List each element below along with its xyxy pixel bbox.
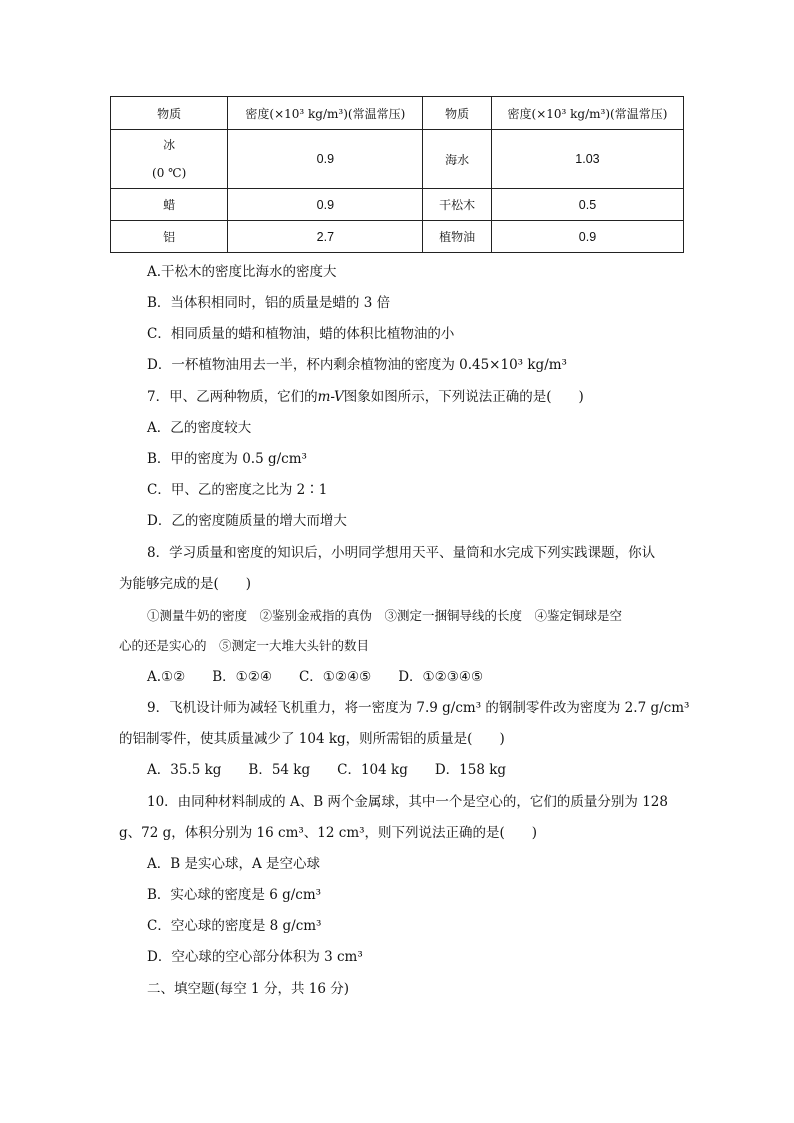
q7-stem-var: m-V [317, 389, 344, 405]
substance-cell: 干松木 [423, 189, 492, 221]
substance-cell: 蜡 [111, 189, 228, 221]
q8-stem-line2: 为能够完成的是( ) [119, 576, 252, 592]
density-cell: 0.9 [228, 130, 423, 189]
section-heading-fill-in: 二、填空题(每空 1 分，共 16 分) [147, 981, 349, 997]
density-cell: 0.5 [491, 189, 683, 221]
q10-option-c: C．空心球的密度是 8 g/cm³ [147, 918, 322, 934]
q9-stem-line2: 的铝制零件，使其质量减少了 104 kg，则所需铝的质量是( ) [119, 731, 505, 747]
substance-cell: 植物油 [423, 221, 492, 253]
q7-option-d: D．乙的密度随质量的增大而增大 [147, 513, 347, 529]
q7-option-b: B．甲的密度为 0.5 g/cm³ [147, 451, 307, 467]
table-row [111, 130, 684, 189]
q8-items-line1: ①测量牛奶的密度 ②鉴别金戒指的真伪 ③测定一捆铜导线的长度 ④鉴定铜球是空 [147, 608, 623, 623]
substance-cell: 海水 [423, 130, 492, 189]
q9-stem-line1: 9．飞机设计师为减轻飞机重力，将一密度为 7.9 g/cm³ 的钢制零件改为密度为 2.7 g/cm³ [147, 700, 690, 716]
q7-option-c: C．甲、乙的密度之比为 2∶1 [147, 482, 328, 498]
density-table [110, 96, 684, 253]
q6-option-a: A.干松木的密度比海水的密度大 [147, 264, 337, 280]
substance-condition: (0 ℃) [152, 166, 187, 180]
q7-stem-pre: 7．甲、乙两种物质，它们的 [147, 389, 318, 405]
substance-cell [111, 130, 228, 189]
header-substance-2: 物质 [423, 97, 492, 130]
q10-option-b: B．实心球的密度是 6 g/cm³ [147, 887, 322, 903]
q9-options: A．35.5 kg B．54 kg C．104 kg D．158 kg [147, 762, 507, 778]
density-cell: 0.9 [491, 221, 683, 253]
substance-name: 冰 [163, 138, 176, 152]
header-density-2: 密度(×10³ kg/m³)(常温常压) [491, 97, 683, 130]
q7-option-a: A．乙的密度较大 [147, 420, 252, 436]
q6-option-c: C．相同质量的蜡和植物油，蜡的体积比植物油的小 [147, 326, 455, 342]
q6-option-b: B．当体积相同时，铝的质量是蜡的 3 倍 [147, 295, 391, 311]
q10-stem-line1: 10．由同种材料制成的 A、B 两个金属球，其中一个是空心的，它们的质量分别为 128 [147, 794, 668, 810]
density-cell: 1.03 [491, 130, 683, 189]
q6-option-d: D．一杯植物油用去一半，杯内剩余植物油的密度为 0.45×10³ kg/m³ [147, 357, 567, 373]
q8-stem-line1: 8．学习质量和密度的知识后，小明同学想用天平、量筒和水完成下列实践课题，你认 [147, 545, 656, 561]
substance-cell: 铝 [111, 221, 228, 253]
q8-options: A.①② B．①②④ C．①②④⑤ D．①②③④⑤ [147, 669, 484, 685]
q10-stem-line2: g、72 g，体积分别为 16 cm³、12 cm³，则下列说法正确的是( ) [119, 825, 538, 841]
q7-stem [147, 387, 584, 407]
header-substance-1: 物质 [111, 97, 228, 130]
q10-option-d: D．空心球的空心部分体积为 3 cm³ [147, 949, 363, 965]
header-density-1: 密度(×10³ kg/m³)(常温常压) [228, 97, 423, 130]
density-cell: 0.9 [228, 189, 423, 221]
q7-stem-post: 图象如图所示，下列说法正确的是( ) [343, 389, 584, 405]
table-row [111, 189, 684, 221]
table-row [111, 221, 684, 253]
q8-items-line2: 心的还是实心的 ⑤测定一大堆大头针的数目 [119, 638, 370, 653]
density-cell: 2.7 [228, 221, 423, 253]
table-header-row [111, 97, 684, 130]
q10-option-a: A．B 是实心球，A 是空心球 [147, 856, 321, 872]
